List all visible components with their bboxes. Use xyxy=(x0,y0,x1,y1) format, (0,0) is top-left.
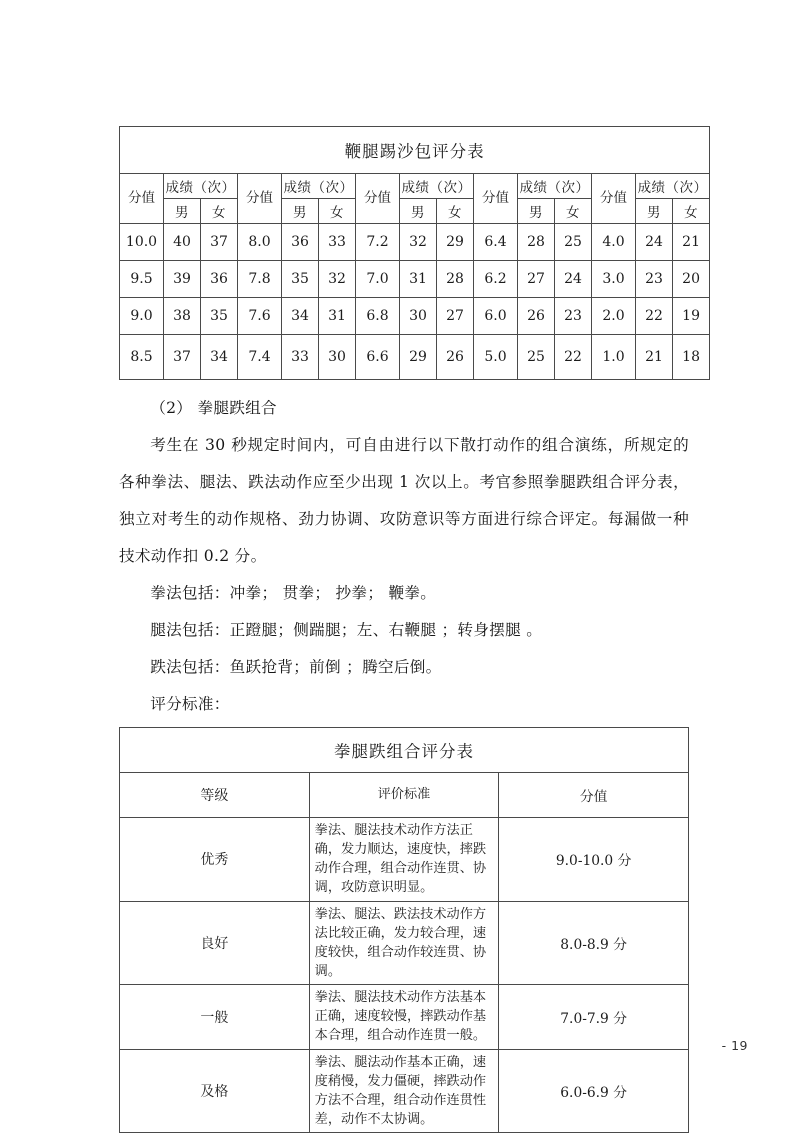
table1-cell: 6.8 xyxy=(356,298,400,335)
table1-cell: 2.0 xyxy=(592,298,636,335)
table1-cell: 8.5 xyxy=(120,335,164,380)
table1-cell: 23 xyxy=(555,298,592,335)
table1-female-label-2: 女 xyxy=(319,199,356,224)
table1-cell: 4.0 xyxy=(592,224,636,261)
page-number: - 19 xyxy=(721,1038,748,1053)
table1-header-row-1 xyxy=(120,174,710,199)
criteria-label: 评分标准： xyxy=(150,695,230,713)
table1-cell: 25 xyxy=(518,335,555,380)
table1-cell: 36 xyxy=(201,261,238,298)
table1-title: 鞭腿踢沙包评分表 xyxy=(120,127,710,174)
table1-cell: 30 xyxy=(319,335,356,380)
table2-grade: 一般 xyxy=(120,985,310,1049)
table1-cell: 7.2 xyxy=(356,224,400,261)
table1-cell: 20 xyxy=(673,261,710,298)
table2-points: 8.0-8.9 分 xyxy=(499,901,689,985)
table1-cell: 31 xyxy=(400,261,437,298)
table1-female-label-3: 女 xyxy=(437,199,474,224)
table1-cell: 28 xyxy=(437,261,474,298)
table1-cell: 6.0 xyxy=(474,298,518,335)
table1-cell: 3.0 xyxy=(592,261,636,298)
table1-cell: 6.2 xyxy=(474,261,518,298)
table1-cell: 23 xyxy=(636,261,673,298)
table1-cell: 9.5 xyxy=(120,261,164,298)
table1-cell: 30 xyxy=(400,298,437,335)
table-row xyxy=(120,1049,689,1133)
table1-cell: 32 xyxy=(319,261,356,298)
table1-cell: 1.0 xyxy=(592,335,636,380)
sandbag-kick-scoring-table xyxy=(119,126,710,380)
table1-cell: 18 xyxy=(673,335,710,380)
table2-criteria: 拳法、腿法、跌法技术动作方法比较正确，发力较合理，速度较快，组合动作较连贯、协调。 xyxy=(309,901,499,985)
table1-score-label-1: 分值 xyxy=(120,174,164,224)
table1-score-label-4: 分值 xyxy=(474,174,518,224)
table2-header-grade: 等级 xyxy=(120,773,310,818)
table1-cell: 29 xyxy=(400,335,437,380)
table1-cell: 7.4 xyxy=(238,335,282,380)
table1-cell: 35 xyxy=(282,261,319,298)
table1-cell: 34 xyxy=(282,298,319,335)
table1-female-label-5: 女 xyxy=(673,199,710,224)
table1-cell: 37 xyxy=(201,224,238,261)
table-row xyxy=(120,224,710,261)
table2-head xyxy=(120,728,689,818)
table1-score-label-2: 分值 xyxy=(238,174,282,224)
table1-cell: 7.6 xyxy=(238,298,282,335)
fist-techniques-line: 拳法包括：冲拳； 贯拳； 抄拳； 鞭拳。 xyxy=(150,584,437,602)
table1-cell: 38 xyxy=(164,298,201,335)
table-row xyxy=(120,261,710,298)
table2-grade: 良好 xyxy=(120,901,310,985)
table2-criteria: 拳法、腿法动作基本正确，速度稍慢，发力僵硬，摔跌动作方法不合理，组合动作连贯性差，动作不太协调。 xyxy=(309,1049,499,1133)
table2-grade: 优秀 xyxy=(120,818,310,902)
table1-result-label-1: 成绩（次） xyxy=(164,174,238,199)
table1-cell: 33 xyxy=(282,335,319,380)
table1-cell: 27 xyxy=(437,298,474,335)
table-row xyxy=(120,335,710,380)
table1-cell: 10.0 xyxy=(120,224,164,261)
table1-result-label-5: 成绩（次） xyxy=(636,174,710,199)
table2-title-row xyxy=(120,728,689,773)
section-heading: （2） 拳腿跌组合 xyxy=(150,399,277,417)
table1-cell: 22 xyxy=(636,298,673,335)
table1-male-label-5: 男 xyxy=(636,199,673,224)
table1-result-label-4: 成绩（次） xyxy=(518,174,592,199)
table1-cell: 6.6 xyxy=(356,335,400,380)
table2-header-row xyxy=(120,773,689,818)
table1-body xyxy=(120,224,710,380)
table1-cell: 24 xyxy=(636,224,673,261)
table1-cell: 39 xyxy=(164,261,201,298)
table-row xyxy=(120,901,689,985)
table2-criteria: 拳法、腿法技术动作方法正确，发力顺达，速度快，摔跌动作合理，组合动作连贯、协调，攻防意识明显。 xyxy=(309,818,499,902)
table2-body xyxy=(120,818,689,1133)
table2-criteria: 拳法、腿法技术动作方法基本正确，速度较慢，摔跌动作基本合理，组合动作连贯一般。 xyxy=(309,985,499,1049)
table1-score-label-3: 分值 xyxy=(356,174,400,224)
table1-cell: 7.8 xyxy=(238,261,282,298)
table2-points: 9.0-10.0 分 xyxy=(499,818,689,902)
table1-cell: 32 xyxy=(400,224,437,261)
table1-male-label-2: 男 xyxy=(282,199,319,224)
table1-cell: 29 xyxy=(437,224,474,261)
table1-result-label-2: 成绩（次） xyxy=(282,174,356,199)
table1-title-row xyxy=(120,127,710,174)
table1-cell: 26 xyxy=(437,335,474,380)
table-row xyxy=(120,298,710,335)
fall-techniques-line: 跌法包括：鱼跃抢背；前倒 ；腾空后倒。 xyxy=(150,658,442,676)
table1-cell: 5.0 xyxy=(474,335,518,380)
table2-points: 6.0-6.9 分 xyxy=(499,1049,689,1133)
table1-result-label-3: 成绩（次） xyxy=(400,174,474,199)
table1-cell: 34 xyxy=(201,335,238,380)
spacer-after-table1 xyxy=(119,380,689,390)
table1-cell: 9.0 xyxy=(120,298,164,335)
table1-male-label-1: 男 xyxy=(164,199,201,224)
table2-grade: 及格 xyxy=(120,1049,310,1133)
table1-cell: 21 xyxy=(673,224,710,261)
table2-header-points: 分值 xyxy=(499,773,689,818)
table1-cell: 27 xyxy=(518,261,555,298)
table1-cell: 21 xyxy=(636,335,673,380)
page-content xyxy=(119,126,708,1133)
table2-title: 拳腿跌组合评分表 xyxy=(120,728,689,773)
combination-scoring-table xyxy=(119,727,689,1133)
section-paragraph: 考生在 30 秒规定时间内，可自由进行以下散打动作的组合演练，所规定的各种拳法、腿法、跌法动作应至少出现 1 次以上。考官参照拳腿跌组合评分表，独立对考生的动作规格、劲力协调、攻防意识等方面进行综合评定。每漏做一种技术动作扣 0.2 分。 xyxy=(119,436,689,565)
table1-cell: 40 xyxy=(164,224,201,261)
table1-cell: 26 xyxy=(518,298,555,335)
table-row xyxy=(120,985,689,1049)
table1-cell: 7.0 xyxy=(356,261,400,298)
table1-cell: 22 xyxy=(555,335,592,380)
table1-cell: 37 xyxy=(164,335,201,380)
table1-cell: 19 xyxy=(673,298,710,335)
table1-score-label-5: 分值 xyxy=(592,174,636,224)
table2-header-criteria: 评价标准 xyxy=(309,773,499,818)
table1-cell: 25 xyxy=(555,224,592,261)
table1-female-label-4: 女 xyxy=(555,199,592,224)
table1-cell: 24 xyxy=(555,261,592,298)
table1-male-label-3: 男 xyxy=(400,199,437,224)
table1-cell: 31 xyxy=(319,298,356,335)
table1-cell: 28 xyxy=(518,224,555,261)
table-row xyxy=(120,818,689,902)
table1-head xyxy=(120,127,710,224)
leg-techniques-line: 腿法包括：正蹬腿；侧踹腿；左、右鞭腿 ；转身摆腿 。 xyxy=(150,621,543,639)
table1-cell: 35 xyxy=(201,298,238,335)
table1-male-label-4: 男 xyxy=(518,199,555,224)
table1-cell: 33 xyxy=(319,224,356,261)
table1-cell: 8.0 xyxy=(238,224,282,261)
table2-points: 7.0-7.9 分 xyxy=(499,985,689,1049)
table1-cell: 6.4 xyxy=(474,224,518,261)
table1-cell: 36 xyxy=(282,224,319,261)
table1-female-label-1: 女 xyxy=(201,199,238,224)
